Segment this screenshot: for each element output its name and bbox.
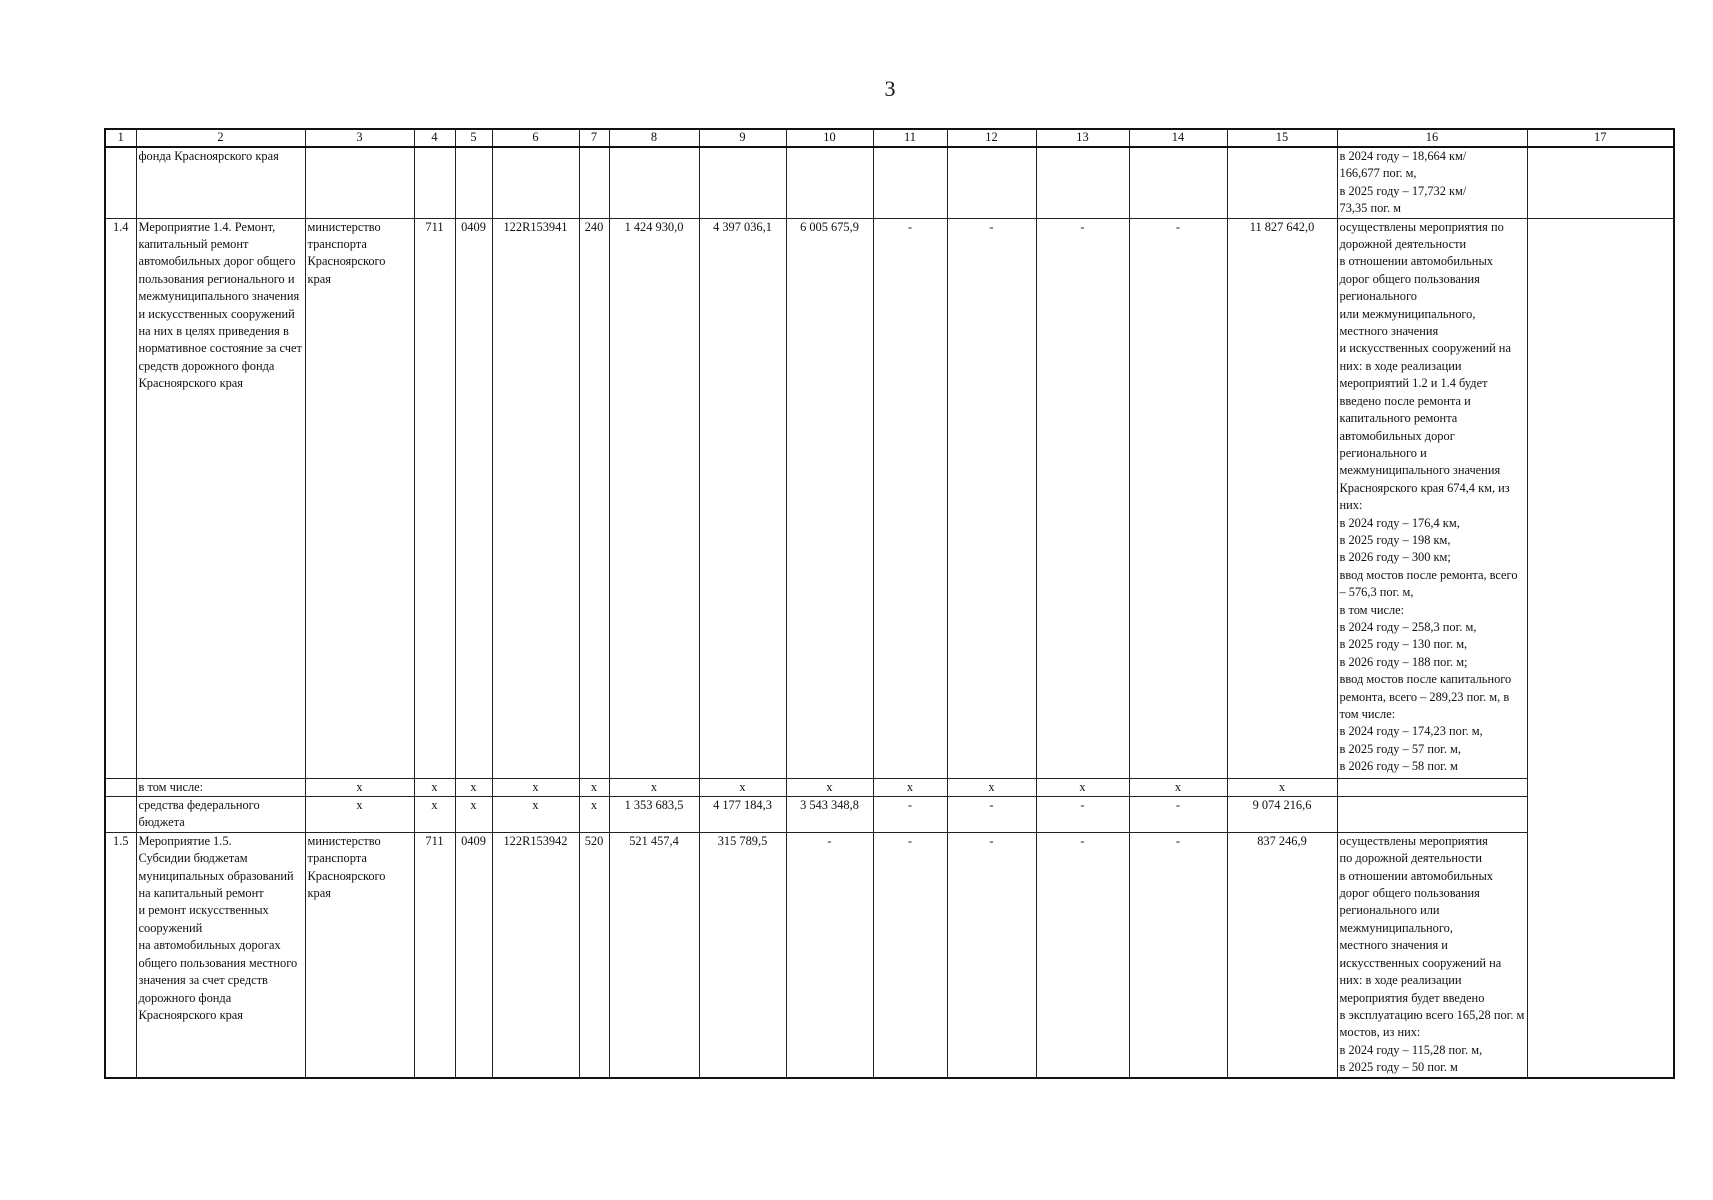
- header-cell: 9: [699, 129, 786, 147]
- amount-col-9: 4 177 184,3: [699, 797, 786, 833]
- activity-name: фонда Красноярского края: [136, 147, 305, 218]
- responsible-executor: министерство транспорта Красноярского края: [305, 832, 414, 1077]
- section-code: 0409: [455, 218, 492, 778]
- total-amount: 837 246,9: [1227, 832, 1337, 1077]
- table-row-including: в том числе: х х х х х х х х х х х х х: [105, 778, 1674, 796]
- header-row: [105, 129, 1674, 147]
- amount-col-10: 6 005 675,9: [786, 218, 873, 778]
- header-cell: 2: [136, 129, 305, 147]
- header-cell: 15: [1227, 129, 1337, 147]
- header-cell: 8: [609, 129, 699, 147]
- program-table: [104, 128, 1675, 1079]
- target-article-code: 122R153941: [492, 218, 579, 778]
- target-article-code: 122R153942: [492, 832, 579, 1077]
- table-row-federal-budget: средства федерального бюджета х х х х х 1 353 683,5 4 177 184,3 3 543 348,8 - - - - 9 074 216,6: [105, 797, 1674, 833]
- header-cell: 1: [105, 129, 136, 147]
- federal-budget-label: средства федерального бюджета: [136, 797, 305, 833]
- header-cell: 5: [455, 129, 492, 147]
- amount-col-11: -: [873, 832, 947, 1077]
- amount-col-9: 4 397 036,1: [699, 218, 786, 778]
- amount-col-13: -: [1036, 832, 1129, 1077]
- header-cell: 6: [492, 129, 579, 147]
- header-cell: 10: [786, 129, 873, 147]
- amount-col-12: -: [947, 832, 1036, 1077]
- amount-col-14: -: [1129, 832, 1227, 1077]
- amount-col-9: 315 789,5: [699, 832, 786, 1077]
- amount-col-12: -: [947, 218, 1036, 778]
- header-cell: 13: [1036, 129, 1129, 147]
- row-number: 1.4: [105, 218, 136, 778]
- amount-col-14: -: [1129, 218, 1227, 778]
- header-cell: 11: [873, 129, 947, 147]
- table-row-1-5: [105, 832, 1674, 1077]
- header-cell: 4: [414, 129, 455, 147]
- activity-name: Мероприятие 1.5. Субсидии бюджетам муниципальных образований на капитальный ремонт и ремонт искусственных сооружений на автомобильных дорогах общего пользования местного значения за счет средств дорожного фонда Красноярского края: [136, 832, 305, 1077]
- expected-result: в 2024 году – 18,664 км/ 166,677 пог. м, в 2025 году – 17,732 км/ 73,35 пог. м: [1337, 147, 1527, 218]
- header-cell: 3: [305, 129, 414, 147]
- amount-col-13: -: [1036, 218, 1129, 778]
- grbs-code: 711: [414, 218, 455, 778]
- header-cell: 14: [1129, 129, 1227, 147]
- responsible-executor: министерство транспорта Красноярского края: [305, 218, 414, 778]
- amount-col-8: 521 457,4: [609, 832, 699, 1077]
- amount-col-10: -: [786, 832, 873, 1077]
- header-cell: 16: [1337, 129, 1527, 147]
- total-amount: 9 074 216,6: [1227, 797, 1337, 833]
- amount-col-8: 1 353 683,5: [609, 797, 699, 833]
- total-amount: 11 827 642,0: [1227, 218, 1337, 778]
- table-row-1-4: [105, 218, 1674, 778]
- activity-name: Мероприятие 1.4. Ремонт, капитальный ремонт автомобильных дорог общего пользования регионального и межмуниципального значения и искусственных сооружений на них в целях приведения в нормативное состояние за счет средств дорожного фонда Красноярского края: [136, 218, 305, 778]
- section-code: 0409: [455, 832, 492, 1077]
- including-label: в том числе:: [136, 778, 305, 796]
- table-row-continuation: [105, 147, 1674, 218]
- header-cell: 12: [947, 129, 1036, 147]
- page-number: 3: [884, 76, 896, 101]
- row-number: 1.5: [105, 832, 136, 1077]
- header-cell: 7: [579, 129, 609, 147]
- expected-result: осуществлены мероприятия по дорожной деятельности в отношении автомобильных дорог общего пользования регионального или межмуниципального, местного значения и искусственных сооружений на них: в ходе реализации мероприятия будет введено в эксплуатацию всего 165,28 пог. м мостов, из них: в 2024 году – 115,28 пог. м, в 2025 году – 50 пог. м: [1337, 832, 1527, 1077]
- expense-type-code: 240: [579, 218, 609, 778]
- grbs-code: 711: [414, 832, 455, 1077]
- header-cell: 17: [1527, 129, 1674, 147]
- amount-col-11: -: [873, 218, 947, 778]
- amount-col-10: 3 543 348,8: [786, 797, 873, 833]
- expected-result: осуществлены мероприятия по дорожной деятельности в отношении автомобильных дорог общего пользования регионального или межмуниципального, местного значения и искусственных сооружений на них: в ходе реализации мероприятий 1.2 и 1.4 будет введено после ремонта и капитального ремонта автомобильных дорог регионального и межмуниципального значения Красноярского края 674,4 км, из них: в 2024 году – 176,4 км, в 2025 году – 198 км, в 2026 году – 300 км; ввод мостов после ремонта, всего – 576,3 пог. м, в том числе: в 2024 году – 258,3 пог. м, в 2025 году – 130 пог. м, в 2026 году – 188 пог. м; ввод мостов после капитального ремонта, всего – 289,23 пог. м, в том числе: в 2024 году – 174,23 пог. м, в 2025 году – 57 пог. м, в 2026 году – 58 пог. м: [1337, 218, 1527, 778]
- amount-col-8: 1 424 930,0: [609, 218, 699, 778]
- expense-type-code: 520: [579, 832, 609, 1077]
